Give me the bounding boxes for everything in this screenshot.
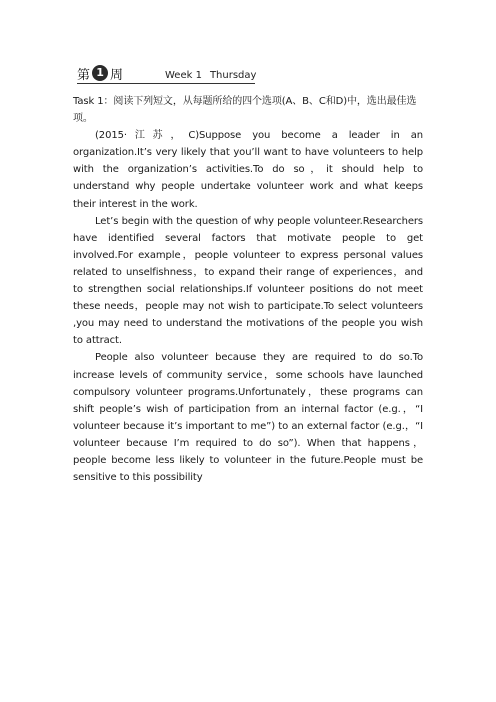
day-label: Thursday <box>209 70 257 81</box>
week-label: Week 1 <box>165 70 202 81</box>
week-badge <box>77 64 123 82</box>
passage-paragraph-3: People also volunteer because they are required to do so.To increase levels of community service，some schools have launched compulsory volunteer programs.Unfortunately，these programs can shift people’s wish of participation from an internal factor (e.g.，“I volunteer because it’s important to me”) to an external factor (e.g.，“I volunteer because I’m required to do so”). When that happens，people become less likely to volunteer in the future.People must be sensitive to this possibility <box>73 352 423 484</box>
week-header <box>77 64 255 84</box>
passage-paragraph-1: (2015·江苏，C)Suppose you become a leader in an organization.It’s very likely that you’ll want to have volunteers to help with the organization’s activities.To do so，it should help to understand why people undertake volunteer work and what keeps their interest in the work. <box>73 130 423 210</box>
week-prefix: 第 <box>77 67 91 83</box>
week-day-label <box>165 70 256 81</box>
week-suffix: 周 <box>110 67 124 83</box>
passage-paragraph-2: Let’s begin with the question of why people volunteer.Researchers have identified several factors that motivate people to get involved.For example，people volunteer to express personal values related to unselfishness，to expand their range of experiences，and to strengthen social relationships.If volunteer positions do not meet these needs，people may not wish to participate.To select volunteers ,you may need to understand the motivations of the people you wish to attract. <box>73 215 423 347</box>
document-body <box>73 93 423 486</box>
task-instruction: Task 1：阅读下列短文，从每题所给的四个选项(A、B、C和D)中，选出最佳选项。 <box>73 96 417 125</box>
week-number-badge: 1 <box>92 65 108 81</box>
header-underline <box>77 83 255 84</box>
